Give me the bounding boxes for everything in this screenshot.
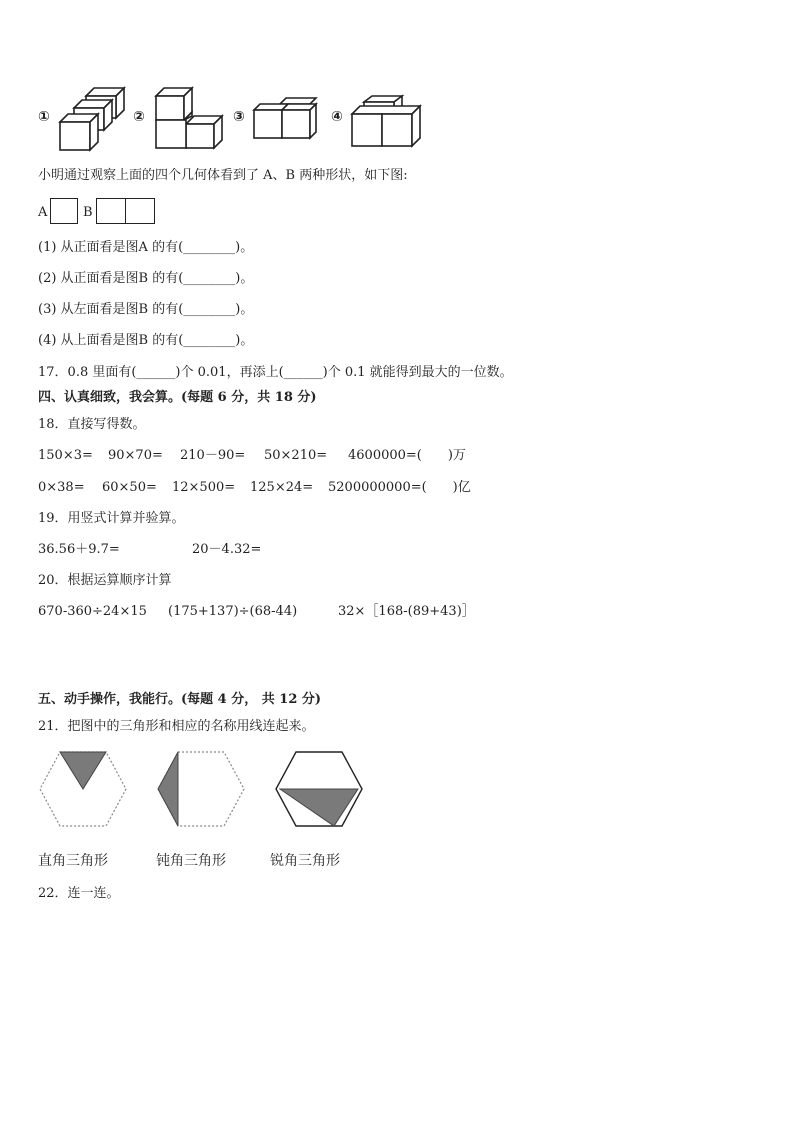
figure-label-3: ③ — [233, 109, 245, 125]
cube-figure-1 — [58, 86, 128, 152]
hexagon-acute-triangle — [274, 750, 364, 828]
q18-r2-c1: 0×38= — [38, 480, 85, 495]
q18-r2-c5: 5200000000=( )亿 — [328, 480, 471, 495]
cube-figure-3 — [252, 96, 322, 142]
intro-text: 小明通过观察上面的四个几何体看到了 A、B 两种形状，如下图: — [38, 168, 408, 183]
question-18-title: 18．直接写得数。 — [38, 417, 146, 432]
hexagon-obtuse-triangle — [156, 750, 246, 828]
figure-label-1: ① — [38, 109, 50, 125]
q18-r1-c2: 90×70= — [108, 448, 163, 463]
shape-b-right — [125, 198, 155, 224]
q20-item-2: (175+137)÷(68-44) — [168, 604, 298, 619]
name-acute-triangle: 锐角三角形 — [270, 853, 340, 869]
shape-a-label: A — [38, 205, 48, 220]
q18-r2-c2: 60×50= — [102, 480, 157, 495]
q20-item-1: 670-360÷24×15 — [38, 604, 147, 619]
q16-item-4: (4) 从上面看是图B 的有(________)。 — [38, 333, 254, 348]
section-4-heading: 四、认真细致，我会算。(每题 6 分，共 18 分) — [38, 390, 317, 405]
q20-item-3: 32×［168-(89+43)］ — [338, 604, 475, 619]
q18-r1-c3: 210－90= — [180, 448, 246, 463]
shape-b-left — [96, 198, 126, 224]
question-22: 22．连一连。 — [38, 886, 120, 901]
q18-r1-c1: 150×3= — [38, 448, 93, 463]
q16-item-3: (3) 从左面看是图B 的有(________)。 — [38, 302, 254, 317]
hexagon-right-triangle — [38, 750, 128, 828]
q19-item-1: 36.56＋9.7= — [38, 542, 120, 557]
question-19-title: 19．用竖式计算并验算。 — [38, 511, 185, 526]
q16-item-2: (2) 从正面看是图B 的有(________)。 — [38, 271, 254, 286]
name-right-triangle: 直角三角形 — [38, 853, 108, 869]
name-obtuse-triangle: 钝角三角形 — [156, 853, 226, 869]
q16-item-1: (1) 从正面看是图A 的有(________)。 — [38, 240, 254, 255]
q19-item-2: 20－4.32= — [192, 542, 262, 557]
question-17: 17．0.8 里面有(______)个 0.01，再添上(______)个 0.1 就能得到最大的一位数。 — [38, 365, 513, 380]
shape-a — [50, 198, 78, 224]
question-20-title: 20．根据运算顺序计算 — [38, 573, 172, 588]
q18-r1-c4: 50×210= — [264, 448, 328, 463]
cube-figure-4 — [350, 94, 426, 148]
figure-label-2: ② — [133, 109, 145, 125]
section-5-heading: 五、动手操作，我能行。(每题 4 分， 共 12 分) — [38, 692, 322, 707]
q18-r2-c3: 12×500= — [172, 480, 236, 495]
q18-r1-c5: 4600000=( )万 — [348, 448, 466, 463]
figure-label-4: ④ — [331, 109, 343, 125]
shape-b-label: B — [83, 205, 93, 220]
question-21-title: 21．把图中的三角形和相应的名称用线连起来。 — [38, 719, 315, 734]
cube-figure-2 — [154, 86, 226, 150]
q18-r2-c4: 125×24= — [250, 480, 314, 495]
